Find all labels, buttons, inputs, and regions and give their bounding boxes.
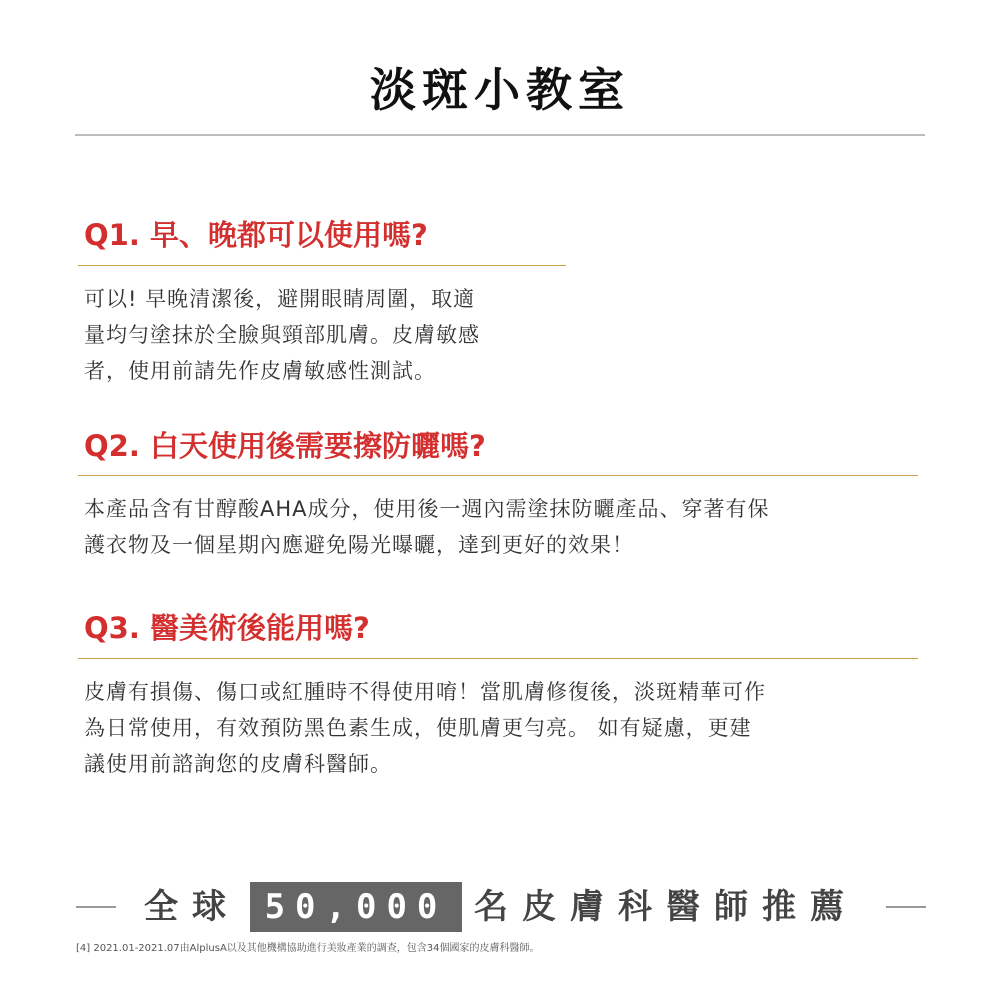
faq-answer-line: 護衣物及一個星期內應避免陽光曝曬，達到更好的效果！ [84, 533, 634, 557]
faq-answer-line: 皮膚有損傷、傷口或紅腫時不得使用唷！當肌膚修復後，淡斑精華可作 [84, 680, 766, 704]
banner-center [144, 882, 858, 932]
faq-answer-line: 本產品含有甘醇酸AHA成分，使用後一週內需塗抹防曬產品、穿著有保 [84, 497, 770, 521]
banner-count: 50,000 [250, 882, 462, 932]
faq-question-2: Q2. 白天使用後需要擦防曬嗎? [84, 429, 486, 463]
banner-suffix: 名皮膚科醫師推薦 [474, 887, 858, 927]
banner-prefix: 全球 [144, 887, 240, 927]
faq-question-1: Q1. 早、晚都可以使用嗎? [84, 218, 428, 252]
faq-question-3-divider [78, 658, 918, 659]
recommendation-banner [76, 882, 926, 932]
faq-answer-2 [84, 491, 770, 563]
faq-answer-line: 量均勻塗抹於全臉與頸部肌膚。皮膚敏感 [84, 323, 480, 347]
banner-right-line [886, 906, 926, 908]
banner-left-line [76, 906, 116, 908]
faq-answer-line: 者，使用前請先作皮膚敏感性測試。 [84, 359, 436, 383]
faq-question-1-divider [78, 265, 566, 266]
faq-answer-line: 議使用前諮詢您的皮膚科醫師。 [84, 752, 392, 776]
footnote: [4] 2021.01-2021.07由AlplusA以及其他機構協助進行美妝產業的調查，包含34個國家的皮膚科醫師。 [76, 943, 540, 954]
faq-answer-line: 為日常使用，有效預防黑色素生成，使肌膚更勻亮。 如有疑慮，更建 [84, 716, 752, 740]
faq-answer-1 [84, 281, 480, 389]
faq-question-3: Q3. 醫美術後能用嗎? [84, 611, 370, 645]
page-title: 淡斑小教室 [370, 63, 630, 117]
faq-answer-3 [84, 674, 766, 782]
title-divider [75, 134, 925, 136]
faq-answer-line: 可以! 早晚清潔後，避開眼睛周圍，取適 [84, 287, 476, 311]
faq-question-2-divider [78, 475, 918, 476]
